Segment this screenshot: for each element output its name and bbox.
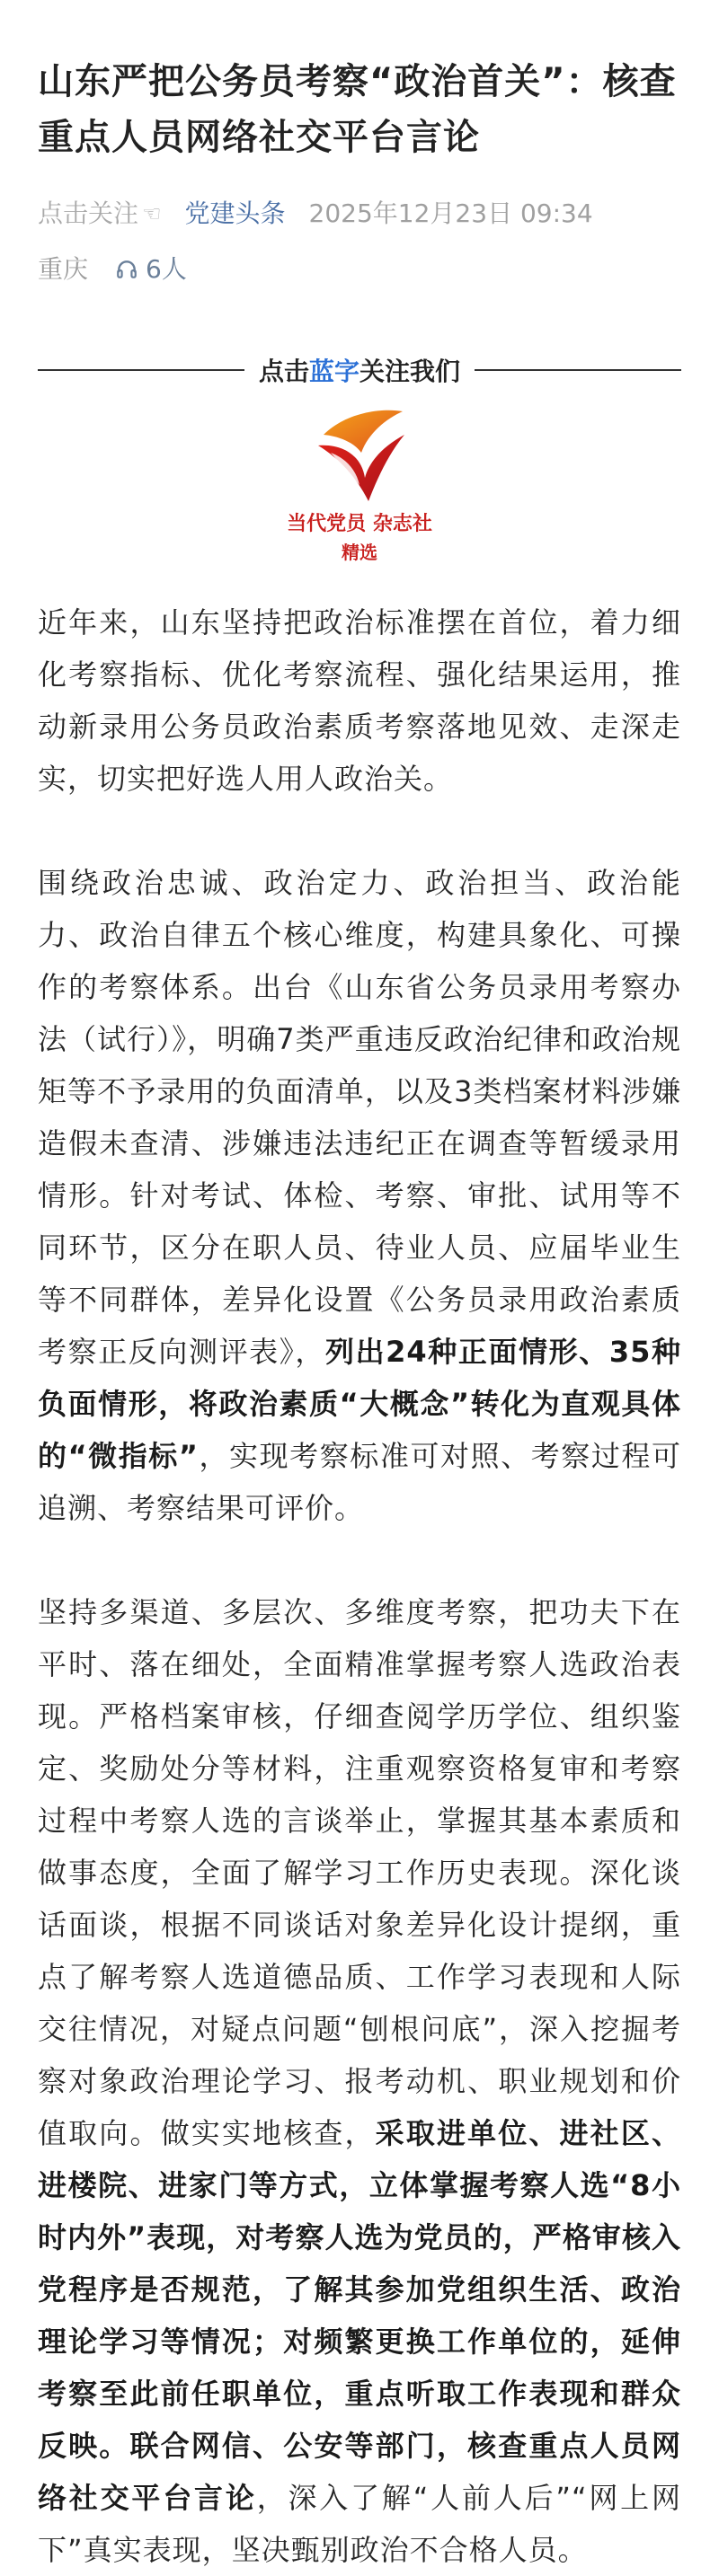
headphones-icon — [115, 258, 138, 281]
follow-banner — [38, 352, 681, 388]
logo-container — [38, 408, 681, 569]
follow-banner-before: 点击 — [258, 357, 309, 386]
paragraph-3-part-c: ，深入了解“人前人后”“网上网下”真实表现，坚决甄别政治不合格人员。 — [38, 2481, 681, 2567]
flag-emblem-icon — [306, 408, 413, 507]
logo-brand-text: 当代党员 杂志社 — [287, 512, 432, 535]
paragraph-2-bold: 列出24种正面情形、35种负面情形，将政治素质“大概念”转化为直观具体的“微指标” — [38, 1335, 681, 1473]
listener-count: 6人 — [146, 254, 187, 284]
paragraph-2-part-c: ，实现考察标准可对照、考察过程可追溯、考察结果可评价。 — [38, 1439, 681, 1525]
publish-date: 2025年12月23日 09:34 — [308, 198, 593, 228]
article-meta — [38, 196, 681, 232]
follow-banner-highlight: 蓝字 — [309, 357, 360, 386]
party-member-magazine-logo — [288, 408, 431, 569]
location-label: 重庆 — [38, 254, 89, 284]
article-body — [38, 596, 681, 2576]
follow-banner-text[interactable] — [244, 352, 475, 388]
listen-button[interactable] — [115, 251, 187, 287]
paragraph-3-bold: 采取进单位、进社区、进楼院、进家门等方式，立体掌握考察人选“8小时内外”表现，对考察人选为党员的，严格审核入党程序是否规范，了解其参加党组织生活、政治理论学习等情况；对频繁更换工作单位的，延伸考察至此前任职单位，重点听取工作表现和群众反映。联合网信、公安等部门，核查重点人员网络社交平台言论 — [38, 2116, 681, 2515]
divider-line-left — [38, 369, 244, 371]
logo-sub-text: 精选 — [342, 542, 377, 563]
hand-icon: ☜ — [142, 201, 162, 226]
paragraph-3 — [38, 1586, 681, 2576]
follow-button[interactable] — [38, 196, 162, 232]
article-meta-secondary — [38, 251, 681, 287]
paragraph-1: 近年来，山东坚持把政治标准摆在首位，着力细化考察指标、优化考察流程、强化结果运用，推动新录用公务员政治素质考察落地见效、走深走实，切实把好选人用人政治关。 — [38, 605, 681, 796]
divider-line-right — [475, 369, 681, 371]
source-link[interactable]: 党建头条 — [184, 198, 286, 228]
paragraph-2 — [38, 857, 681, 1534]
follow-banner-after: 关注我们 — [360, 357, 461, 386]
article-title: 山东严把公务员考察“政治首关”：核查重点人员网络社交平台言论 — [38, 61, 677, 158]
paragraph-2-part-a: 围绕政治忠诚、政治定力、政治担当、政治能力、政治自律五个核心维度，构建具象化、可操作的考察体系。出台《山东省公务员录用考察办法（试行）》，明确7类严重违反政治纪律和政治规矩等不予录用的负面清单，以及3类档案材料涉嫌造假未查清、涉嫌违法违纪正在调查等暂缓录用情形。针对考试、体检、考察、审批、试用等不同环节，区分在职人员、待业人员、应届毕业生等不同群体，差异化设置《公务员录用政治素质考察正反向测评表》， — [38, 866, 681, 1369]
follow-label: 点击关注 — [38, 198, 139, 228]
paragraph-3-part-a: 坚持多渠道、多层次、多维度考察，把功夫下在平时、落在细处，全面精准掌握考察人选政治表现。严格档案审核，仔细查阅学历学位、组织鉴定、奖励处分等材料，注重观察资格复审和考察过程中考察人选的言谈举止，掌握其基本素质和做事态度，全面了解学习工作历史表现。深化谈话面谈，根据不同谈话对象差异化设计提纲，重点了解考察人选道德品质、工作学习表现和人际交往情况，对疑点问题“刨根问底”，深入挖掘考察对象政治理论学习、报考动机、职业规划和价值取向。做实实地核查， — [38, 1595, 681, 2150]
